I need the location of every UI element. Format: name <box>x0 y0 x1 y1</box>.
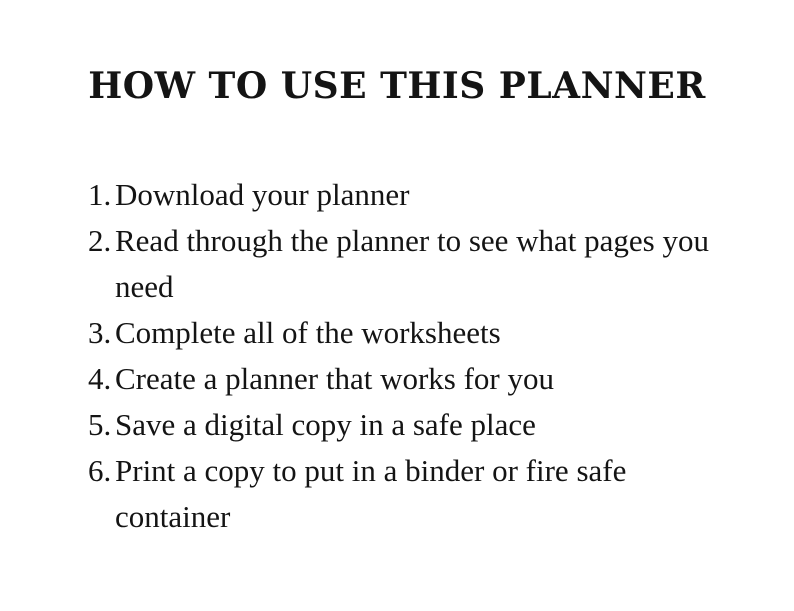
step-item-4 <box>88 356 728 402</box>
step-item-5 <box>88 402 728 448</box>
step-item-2 <box>88 218 728 310</box>
step-text: Create a planner that works for you <box>115 361 555 396</box>
step-item-3 <box>88 310 728 356</box>
step-number: 1. <box>88 177 112 212</box>
step-number: 4. <box>88 361 112 396</box>
step-number: 5. <box>88 407 112 442</box>
step-number: 3. <box>88 315 112 350</box>
step-text: Save a digital copy in a safe place <box>115 407 536 442</box>
step-number: 6. <box>88 453 112 488</box>
step-text: Read through the planner to see what pages you need <box>115 223 709 304</box>
step-text: Print a copy to put in a binder or fire safe container <box>115 453 627 534</box>
step-item-6 <box>88 448 728 540</box>
step-text: Complete all of the worksheets <box>115 315 501 350</box>
step-text: Download your planner <box>115 177 410 212</box>
steps-list <box>88 172 728 540</box>
step-item-1 <box>88 172 728 218</box>
page-title: HOW TO USE THIS PLANNER <box>88 65 706 107</box>
step-number: 2. <box>88 223 112 258</box>
